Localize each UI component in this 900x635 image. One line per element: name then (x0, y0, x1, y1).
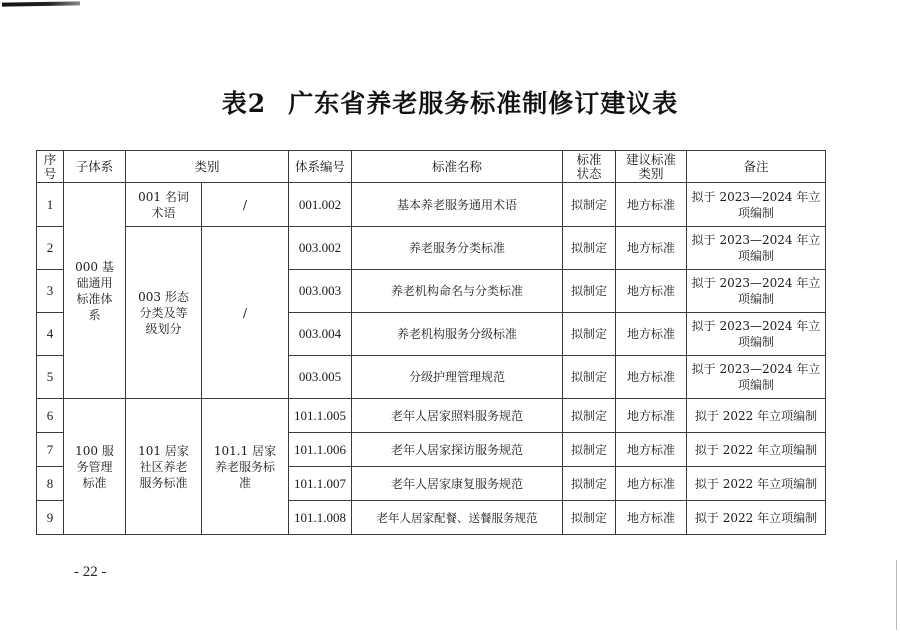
cell-status: 拟制定 (563, 433, 616, 467)
cell-code: 101.1.005 (289, 399, 352, 433)
cell-type: 地方标准 (616, 183, 687, 227)
cell-seq: 7 (37, 433, 64, 467)
cell-subcategory: / (202, 183, 289, 227)
table-row (37, 183, 826, 227)
cell-code: 003.004 (289, 313, 352, 356)
cell-subsystem: 000 基础通用标准体系 (64, 183, 126, 399)
cell-seq: 3 (37, 270, 64, 313)
cell-code: 003.005 (289, 356, 352, 399)
header-note: 备注 (687, 151, 826, 183)
table-row (37, 399, 826, 433)
cell-code: 003.002 (289, 227, 352, 270)
cell-type: 地方标准 (616, 356, 687, 399)
cell-name: 老年人居家探访服务规范 (352, 433, 563, 467)
cell-note: 拟于 2022 年立项编制 (687, 399, 826, 433)
cell-seq: 6 (37, 399, 64, 433)
cell-note: 拟于 2023—2024 年立项编制 (687, 313, 826, 356)
top-rule-decoration (2, 1, 80, 6)
cell-code: 101.1.007 (289, 467, 352, 501)
cell-code: 001.002 (289, 183, 352, 227)
cell-type: 地方标准 (616, 433, 687, 467)
cell-seq: 2 (37, 227, 64, 270)
header-seq: 序号 (37, 151, 64, 183)
header-subsystem: 子体系 (64, 151, 126, 183)
cell-code: 101.1.008 (289, 501, 352, 535)
table-row (37, 227, 826, 270)
cell-note: 拟于 2022 年立项编制 (687, 433, 826, 467)
cell-category: 003 形态分类及等级划分 (126, 227, 202, 399)
cell-name: 老年人居家康复服务规范 (352, 467, 563, 501)
cell-category: 001 名词术语 (126, 183, 202, 227)
page-number: - 22 - (74, 564, 107, 580)
header-type: 建议标准类别 (616, 151, 687, 183)
cell-status: 拟制定 (563, 227, 616, 270)
cell-status: 拟制定 (563, 183, 616, 227)
cell-type: 地方标准 (616, 227, 687, 270)
header-category: 类别 (126, 151, 289, 183)
standards-table (36, 150, 826, 535)
header-name: 标准名称 (352, 151, 563, 183)
cell-note: 拟于 2023—2024 年立项编制 (687, 356, 826, 399)
cell-status: 拟制定 (563, 356, 616, 399)
cell-name: 养老服务分类标准 (352, 227, 563, 270)
header-row (37, 151, 826, 183)
cell-note: 拟于 2022 年立项编制 (687, 467, 826, 501)
cell-name: 养老机构命名与分类标准 (352, 270, 563, 313)
cell-status: 拟制定 (563, 467, 616, 501)
cell-name: 老年人居家照料服务规范 (352, 399, 563, 433)
cell-status: 拟制定 (563, 270, 616, 313)
cell-seq: 9 (37, 501, 64, 535)
cell-code: 003.003 (289, 270, 352, 313)
header-code: 体系编号 (289, 151, 352, 183)
cell-note: 拟于 2023—2024 年立项编制 (687, 270, 826, 313)
cell-note: 拟于 2022 年立项编制 (687, 501, 826, 535)
cell-type: 地方标准 (616, 467, 687, 501)
table-number: 表2 (221, 89, 267, 118)
cell-type: 地方标准 (616, 270, 687, 313)
cell-status: 拟制定 (563, 313, 616, 356)
cell-subcategory: / (202, 227, 289, 399)
cell-type: 地方标准 (616, 399, 687, 433)
cell-type: 地方标准 (616, 313, 687, 356)
cell-subsystem: 100 服务管理标准 (64, 399, 126, 535)
header-status: 标准状态 (563, 151, 616, 183)
cell-note: 拟于 2023—2024 年立项编制 (687, 227, 826, 270)
cell-name: 老年人居家配餐、送餐服务规范 (352, 501, 563, 535)
cell-seq: 5 (37, 356, 64, 399)
cell-name: 基本养老服务通用术语 (352, 183, 563, 227)
cell-seq: 4 (37, 313, 64, 356)
cell-type: 地方标准 (616, 501, 687, 535)
cell-status: 拟制定 (563, 399, 616, 433)
cell-name: 分级护理管理规范 (352, 356, 563, 399)
cell-name: 养老机构服务分级标准 (352, 313, 563, 356)
cell-category: 101 居家社区养老服务标准 (126, 399, 202, 535)
table-title: 广东省养老服务标准制修订建议表 (288, 89, 679, 118)
cell-status: 拟制定 (563, 501, 616, 535)
page-edge-line (896, 560, 897, 630)
cell-seq: 8 (37, 467, 64, 501)
page-title (0, 84, 900, 120)
cell-seq: 1 (37, 183, 64, 227)
cell-subcategory: 101.1 居家养老服务标准 (202, 399, 289, 535)
cell-note: 拟于 2023—2024 年立项编制 (687, 183, 826, 227)
cell-code: 101.1.006 (289, 433, 352, 467)
